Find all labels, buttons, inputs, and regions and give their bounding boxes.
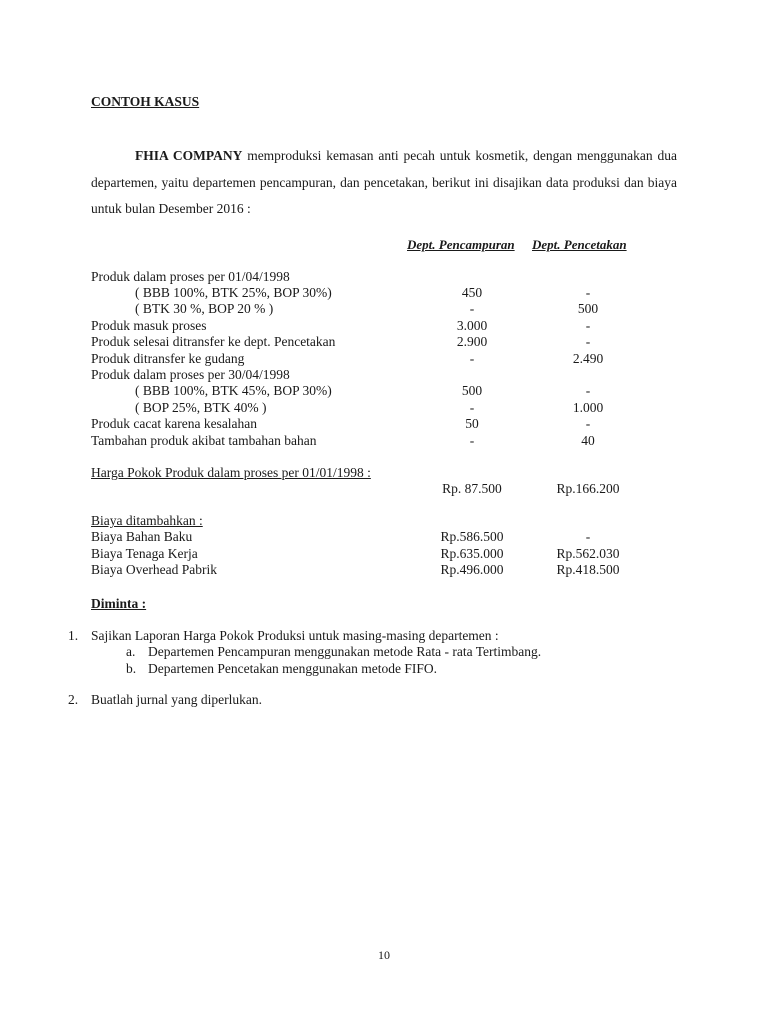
row-label: Produk cacat karena kesalahan	[91, 416, 258, 431]
subtask-text: Departemen Pencetakan menggunakan metode FIFO.	[148, 661, 438, 676]
column-header-pencampuran: Dept. Pencampuran	[407, 237, 515, 252]
row-label: Produk ditransfer ke gudang	[91, 351, 245, 366]
value-pencetakan: 1.000	[572, 400, 604, 415]
task-number: 2.	[68, 692, 79, 707]
intro-text: memproduksi kemasan anti pecah untuk kosmetik, dengan menggunakan dua departemen, yaitu departemen pencampuran, dan pencetakan, berikut ini disajikan data produksi dan biaya untuk bulan Desember 2016 :	[91, 148, 677, 216]
cost-value-pencetakan: Rp.418.500	[556, 562, 620, 577]
row-label: Produk selesai ditransfer ke dept. Pencetakan	[91, 334, 336, 349]
value-pencampuran: -	[469, 433, 475, 448]
diminta-heading: Diminta :	[91, 596, 147, 611]
value-pencetakan: -	[585, 285, 591, 300]
section-heading: CONTOH KASUS	[91, 94, 200, 109]
value-pencampuran: 450	[461, 285, 483, 300]
row-label: ( BBB 100%, BTK 25%, BOP 30%)	[135, 285, 332, 300]
value-pencetakan: -	[585, 383, 591, 398]
row-label: Produk dalam proses per 01/04/1998	[91, 269, 290, 284]
row-label: Produk masuk proses	[91, 318, 207, 333]
intro-paragraph	[91, 143, 677, 223]
row-label: Tambahan produk akibat tambahan bahan	[91, 433, 317, 448]
subtask-letter: a.	[126, 644, 136, 659]
cost-row-label: Biaya Overhead Pabrik	[91, 562, 217, 577]
page-number: 10	[378, 948, 390, 962]
row-label: Produk dalam proses per 30/04/1998	[91, 367, 290, 382]
hpp-label: Harga Pokok Produk dalam proses per 01/01/1998 :	[91, 465, 371, 480]
value-pencampuran: 500	[461, 383, 483, 398]
costs-label: Biaya ditambahkan :	[91, 513, 203, 528]
task-text: Sajikan Laporan Harga Pokok Produksi untuk masing-masing departemen :	[91, 628, 499, 643]
value-pencampuran: -	[469, 301, 475, 316]
cost-value-pencampuran: Rp.635.000	[440, 546, 504, 561]
value-pencetakan: 500	[577, 301, 599, 316]
row-label: ( BTK 30 %, BOP 20 % )	[135, 301, 274, 316]
value-pencetakan: 2.490	[572, 351, 604, 366]
value-pencampuran: -	[469, 400, 475, 415]
value-pencampuran: 3.000	[456, 318, 488, 333]
value-pencetakan: -	[585, 334, 591, 349]
task-text: Buatlah jurnal yang diperlukan.	[91, 692, 262, 707]
column-header-pencetakan: Dept. Pencetakan	[532, 237, 627, 252]
row-label: ( BBB 100%, BTK 45%, BOP 30%)	[135, 383, 332, 398]
cost-value-pencetakan: Rp.562.030	[556, 546, 620, 561]
cost-value-pencetakan: -	[585, 529, 591, 544]
hpp-value-pencampuran: Rp. 87.500	[442, 481, 502, 496]
hpp-value-pencetakan: Rp.166.200	[556, 481, 620, 496]
row-label: ( BOP 25%, BTK 40% )	[135, 400, 267, 415]
value-pencampuran: 50	[465, 416, 479, 431]
value-pencetakan: -	[585, 416, 591, 431]
cost-row-label: Biaya Tenaga Kerja	[91, 546, 198, 561]
subtask-letter: b.	[126, 661, 137, 676]
subtask-text: Departemen Pencampuran menggunakan metode Rata - rata Tertimbang.	[148, 644, 542, 659]
value-pencampuran: 2.900	[456, 334, 488, 349]
cost-value-pencampuran: Rp.496.000	[440, 562, 504, 577]
cost-row-label: Biaya Bahan Baku	[91, 529, 193, 544]
task-number: 1.	[68, 628, 79, 643]
value-pencampuran: -	[469, 351, 475, 366]
company-name: FHIA COMPANY	[135, 148, 243, 163]
value-pencetakan: -	[585, 318, 591, 333]
cost-value-pencampuran: Rp.586.500	[440, 529, 504, 544]
value-pencetakan: 40	[581, 433, 595, 448]
